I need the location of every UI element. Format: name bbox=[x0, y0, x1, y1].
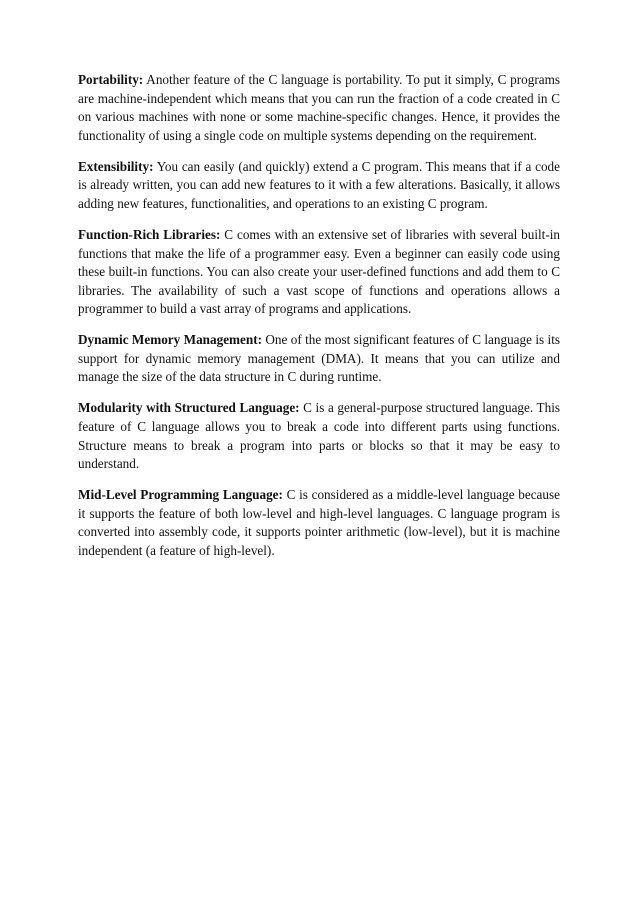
paragraph-heading: Mid-Level Programming Language: bbox=[78, 487, 283, 503]
paragraph-heading: Dynamic Memory Management: bbox=[78, 332, 263, 348]
paragraph-mid-level-language bbox=[78, 486, 560, 560]
paragraph-heading: Modularity with Structured Language: bbox=[78, 400, 300, 416]
paragraph-body: C is a general-purpose structured language. This feature of C language allows you to break a code into different parts using functions. Structure means to break a program into parts or blocks so that it may be easy to understand. bbox=[78, 400, 560, 472]
paragraph-extensibility bbox=[78, 158, 560, 214]
paragraph-heading: Function-Rich Libraries: bbox=[78, 226, 221, 242]
paragraph-portability bbox=[78, 71, 560, 145]
paragraph-heading: Portability: bbox=[78, 72, 144, 87]
paragraph-body: You can easily (and quickly) extend a C program. This means that if a code is already written, you can add new features to it with a few alterations. Basically, it allows adding new features, functionalities, and operations to an existing C program. bbox=[78, 158, 560, 211]
paragraph-function-rich-libraries bbox=[78, 226, 560, 319]
paragraph-heading: Extensibility: bbox=[78, 158, 154, 174]
paragraph-body: C comes with an extensive set of libraries with several built-in functions that make the life of a programmer easy. Even a beginner can easily code using these built-in functions. You can also create your user-defined functions and add them to C libraries. The availability of such a vast scope of functions and operations allows a programmer to build a vast array of programs and applications. bbox=[78, 226, 560, 317]
paragraph-body: C is considered as a middle-level language because it supports the feature of both low-level and high-level languages. C language program is converted into assembly code, it supports pointer arithmetic (low-level), but it is machine independent (a feature of high-level). bbox=[78, 487, 560, 559]
paragraph-body: Another feature of the C language is portability. To put it simply, C programs are machine-independent which means that you can run the fraction of a code created in C on various machines with none or some machine-specific changes. Hence, it provides the functionality of using a single code on multiple systems depending on the requirement. bbox=[78, 72, 560, 143]
paragraph-dynamic-memory-management bbox=[78, 331, 560, 387]
document-page bbox=[78, 71, 560, 573]
paragraph-modularity bbox=[78, 399, 560, 473]
paragraph-body: One of the most significant features of C language is its support for dynamic memory management (DMA). It means that you can utilize and manage the size of the data structure in C during runtime. bbox=[78, 332, 560, 385]
